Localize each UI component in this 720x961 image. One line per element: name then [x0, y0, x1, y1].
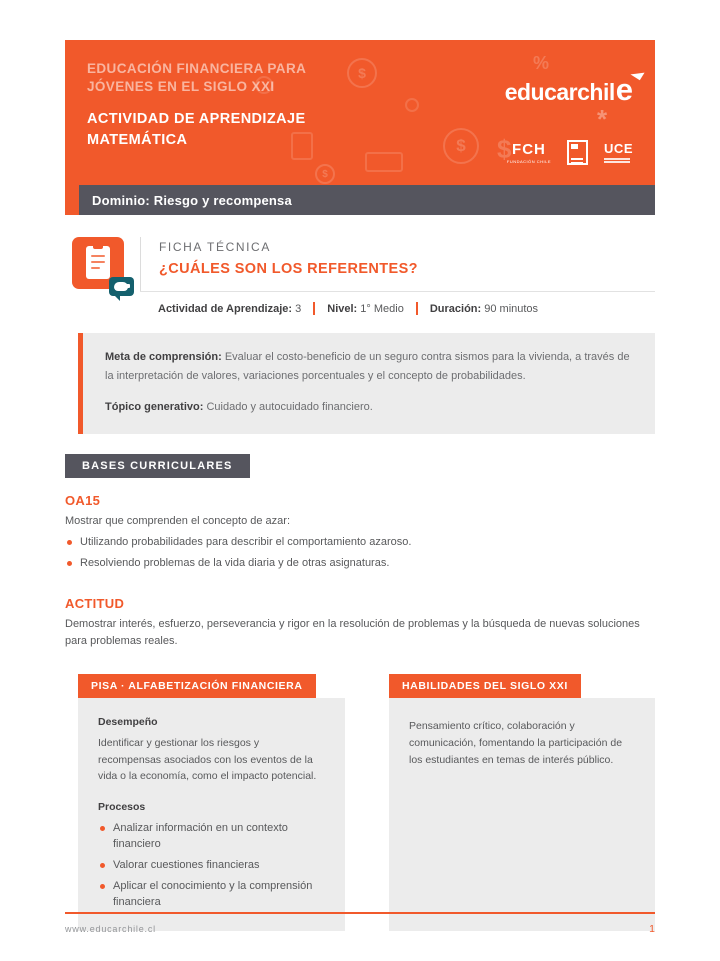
domain-band-accent	[65, 185, 79, 215]
doodle-coin-icon: $	[315, 164, 335, 184]
processes-bullet-list	[98, 821, 325, 911]
ficha-tecnica-content	[140, 237, 655, 315]
header-banner	[65, 40, 655, 185]
header-title-line1: ACTIVIDAD DE APRENDIZAJE	[87, 111, 306, 128]
skills-column-body	[389, 698, 655, 931]
domain-band	[65, 185, 655, 215]
topic-text: Cuidado y autocuidado financiero.	[206, 401, 373, 414]
header-title-line2: MATEMÁTICA	[87, 131, 188, 148]
performance-text: Identificar y gestionar los riesgos y recompensas asociados con los eventos de la vida o la economía, como el impacto potencial.	[98, 736, 317, 783]
meta-duration-label: Duración:	[429, 302, 482, 315]
processes-label: Procesos	[98, 801, 146, 814]
educarchile-logo-e-icon: e	[615, 72, 633, 107]
attitude-text: Demostrar interés, esfuerzo, perseverancia y rigor en la resolución de problemas y la búsqueda de nuevas soluciones para problemas reales.	[65, 617, 640, 648]
speech-bubble-icon	[109, 277, 134, 296]
bases-curriculares-badge: BASES CURRICULARES	[65, 454, 250, 478]
fch-logo-text: FCH	[512, 140, 546, 158]
ficha-title: ¿CUÁLES SON LOS REFERENTES?	[159, 261, 418, 277]
doodle-banknote-icon	[365, 152, 403, 172]
page-footer	[65, 912, 655, 935]
pisa-column-body	[78, 698, 345, 931]
uce-logo-bars-icon	[604, 158, 633, 163]
footer-url-link[interactable]: www.educarchile.cl	[65, 924, 156, 934]
meta-level-value: 1° Medio	[360, 302, 404, 315]
oa-bullet-item: Resolviendo problemas de la vida diaria y de otras asignaturas.	[65, 556, 655, 572]
header-logos	[505, 60, 633, 165]
topic-paragraph	[105, 398, 633, 417]
ficha-tecnica-section	[65, 237, 655, 315]
performance-label: Desempeño	[98, 716, 158, 729]
header-kicker-line2: JÓVENES EN EL SIGLO XXI	[87, 79, 275, 95]
oa-intro: Mostrar que comprenden el concepto de azar:	[65, 515, 291, 528]
attitude-title: ACTITUD	[65, 595, 125, 611]
process-bullet-item: Aplicar el conocimiento y la comprensión financiera	[98, 879, 325, 911]
pisa-column	[65, 674, 345, 931]
meta-duration	[430, 303, 538, 315]
meta-activity	[158, 303, 301, 315]
clipboard-piggy-icon	[72, 237, 124, 289]
goal-text: Evaluar el costo-beneficio de un seguro contra sismos para la vivienda, a través de la interpretación de valores, variaciones porcentuales y el concepto de probabilidades.	[105, 351, 630, 382]
fch-logo-subtext: FUNDACIÓN CHILE	[506, 158, 552, 164]
topic-label: Tópico generativo:	[105, 401, 204, 414]
meta-separator	[313, 302, 315, 315]
footer-divider	[65, 912, 655, 914]
doodle-coin-icon: $	[347, 58, 377, 88]
header-titles	[87, 60, 306, 165]
ficha-kicker: FICHA TÉCNICA	[159, 240, 271, 254]
comprehension-goal-box	[78, 333, 655, 434]
pisa-column-header: PISA · ALFABETIZACIÓN FINANCIERA	[78, 674, 316, 698]
skills-column	[389, 674, 655, 931]
meta-level-label: Nivel:	[327, 302, 358, 315]
doodle-scribble-icon: *	[597, 104, 608, 134]
page	[0, 40, 720, 935]
clipboard-icon	[86, 246, 110, 279]
doodle-ring-icon	[405, 98, 419, 112]
oa-title: OA15	[65, 493, 101, 509]
ficha-meta-row	[140, 292, 655, 315]
uce-logo	[604, 142, 633, 163]
reference-columns	[65, 674, 655, 931]
doodle-percent-icon: %	[533, 53, 550, 73]
fch-logo	[507, 142, 551, 164]
educarchile-logo	[505, 72, 633, 108]
goal-paragraph	[105, 348, 633, 385]
process-bullet-item: Valorar cuestiones financieras	[98, 858, 325, 874]
oa-bullet-list	[65, 535, 655, 572]
process-bullet-item: Analizar información en un contexto financiero	[98, 821, 325, 853]
domain-band-label: Dominio: Riesgo y recompensa	[79, 185, 655, 215]
skills-column-header: HABILIDADES DEL SIGLO XXI	[389, 674, 581, 698]
doodle-coin-icon: $	[443, 128, 479, 164]
bases-curriculares-section	[65, 434, 655, 650]
mineduc-logo-icon	[567, 140, 588, 165]
educarchile-logo-text: educarchil	[504, 79, 615, 105]
page-number: 1	[649, 923, 655, 935]
skills-text: Pensamiento crítico, colaboración y comunicación, fomentando la participación de los estudiantes en temas de interés público.	[409, 720, 623, 766]
piggy-bank-icon	[114, 282, 128, 291]
meta-activity-value: 3	[295, 302, 302, 315]
partner-logos	[507, 140, 633, 165]
doodle-dollar-icon: $	[497, 134, 512, 164]
meta-activity-label: Actividad de Aprendizaje:	[158, 302, 293, 315]
meta-separator	[416, 302, 418, 315]
meta-level	[327, 303, 404, 315]
meta-duration-value: 90 minutos	[484, 302, 539, 315]
goal-label: Meta de comprensión:	[105, 351, 222, 363]
oa-bullet-item: Utilizando probabilidades para describir el comportamiento azaroso.	[65, 535, 655, 551]
header-kicker-line1: EDUCACIÓN FINANCIERA PARA	[87, 61, 307, 76]
uce-logo-text: UCE	[604, 141, 633, 157]
